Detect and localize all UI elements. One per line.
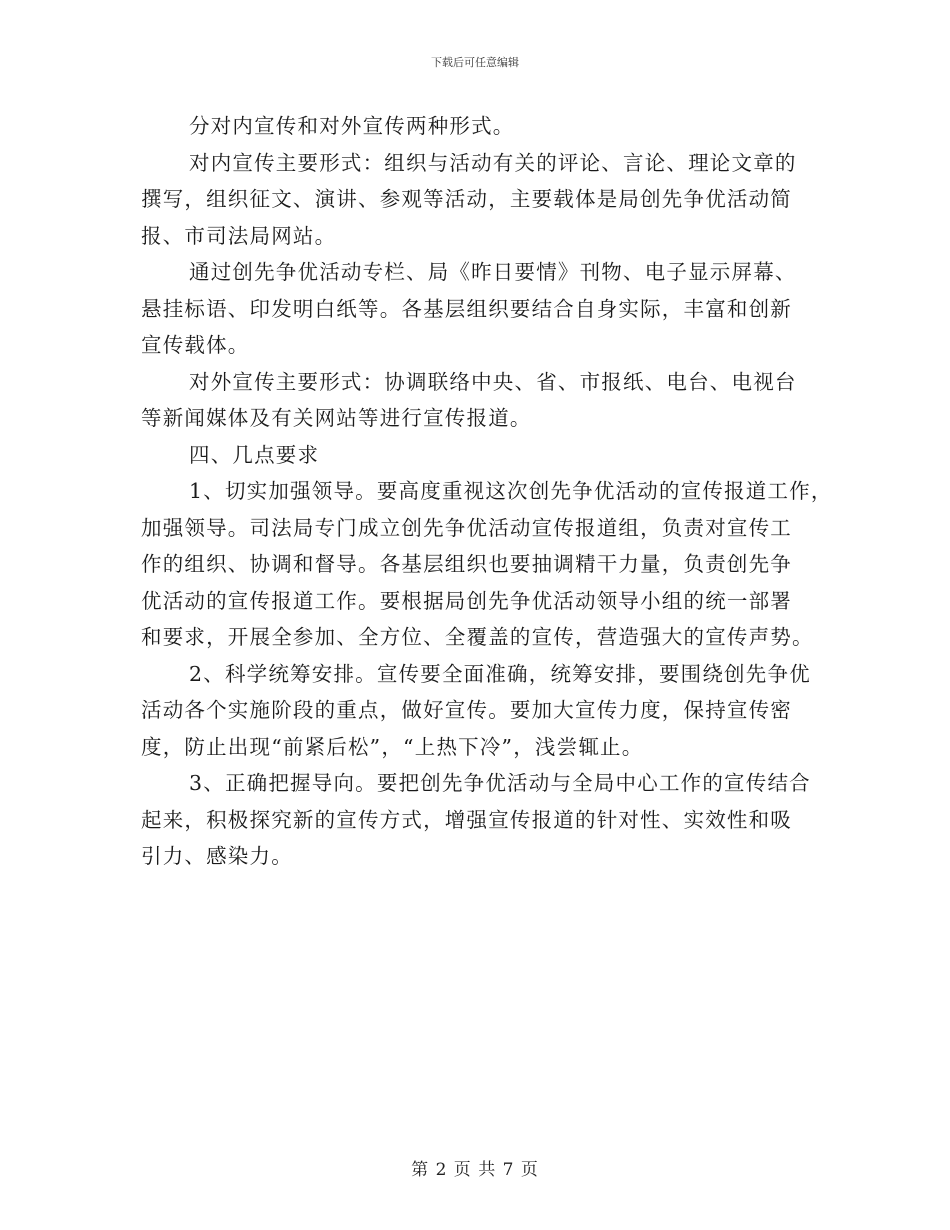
body-line: 起来，积极探究新的宣传方式，增强宣传报道的针对性、实效性和吸 [141,807,792,832]
body-line: 报、市司法局网站。 [141,223,337,248]
body-line: 撰写，组织征文、演讲、参观等活动，主要载体是局创先争优活动简 [141,187,792,211]
body-line: 和要求，开展全参加、全方位、全覆盖的宣传，营造强大的宣传声势。 [141,625,814,649]
paragraph-start-line: 3、正确把握导向。要把创先争优活动与全局中心工作的宣传结合 [189,771,811,795]
document-body [141,108,833,875]
paragraph-start-line: 对外宣传主要形式：协调联络中央、省、市报纸、电台、电视台 [189,369,797,394]
body-line: 等新闻媒体及有关网站等进行宣传报道。 [141,406,532,430]
section-heading: 四、几点要求 [189,442,320,467]
body-line: 优活动的宣传报道工作。要根据局创先争优活动领导小组的统一部署 [141,588,792,613]
body-line: 活动各个实施阶段的重点，做好宣传。要加大宣传力度，保持宣传密 [141,698,792,722]
body-line: 宣传载体。 [141,333,250,357]
paragraph-start-line: 通过创先争优活动专栏、局《昨日要情》刊物、电子显示屏幕、 [189,260,797,284]
paragraph-start-line: 2、科学统筹安排。宣传要全面准确，统筹安排，要围绕创先争优 [189,661,811,686]
body-line: 加强领导。司法局专门成立创先争优活动宣传报道组，负责对宣传工 [141,515,792,540]
body-line: 度，防止出现“前紧后松”，“上热下冷”，浅尝辄止。 [141,734,644,759]
paragraph-start-line: 对内宣传主要形式：组织与活动有关的评论、言论、理论文章的 [189,150,797,175]
header-note: 下载后可任意编辑 [431,56,519,69]
body-line: 作的组织、协调和督导。各基层组织也要抽调精干力量，负责创先争 [141,552,792,576]
body-line: 悬挂标语、印发明白纸等。各基层组织要结合自身实际，丰富和创新 [141,296,792,321]
paragraph-start-line: 1、切实加强领导。要高度重视这次创先争优活动的宣传报道工作， [189,479,833,503]
page-number: 第 2 页 共 7 页 [411,1160,539,1180]
body-line: 引力、感染力。 [141,844,293,868]
body-line: 分对内宣传和对外宣传两种形式。 [189,114,515,138]
